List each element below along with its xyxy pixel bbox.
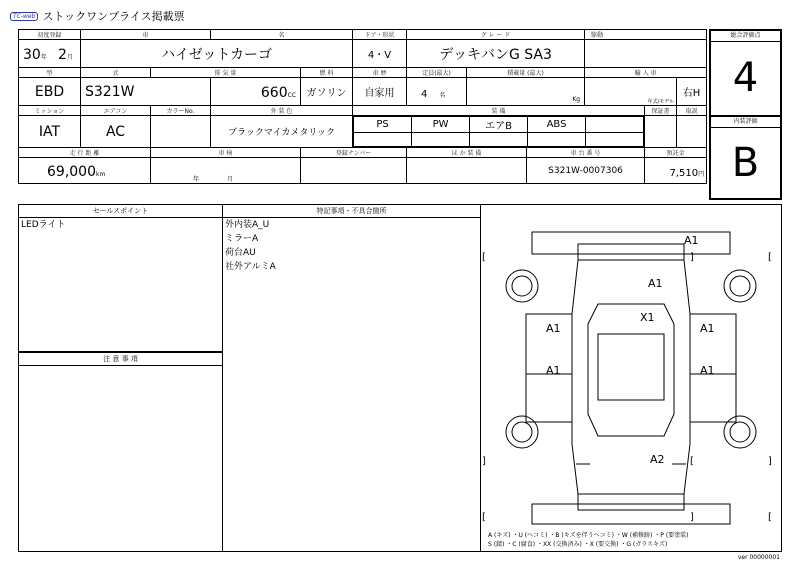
deposit: 7,510円 — [645, 158, 707, 184]
remark-line: 荷台AU — [225, 248, 256, 258]
remark-line: 外内装A_U — [225, 220, 270, 230]
registration-number — [301, 158, 407, 184]
bracket-mark: ] — [690, 512, 694, 523]
version-label: ver 00000001 — [737, 554, 780, 561]
fuel: ガソリン — [301, 78, 353, 106]
equipment-item — [586, 117, 644, 133]
label-aircon: エアコン — [81, 106, 151, 116]
label-model: 型 — [19, 68, 81, 78]
displacement: 660CC — [211, 78, 301, 106]
overall-score: 4 — [732, 55, 759, 101]
label-displacement: 排 気 量 — [151, 68, 301, 78]
label-chassis-number: 車 台 番 号 — [527, 148, 645, 158]
sales-point-label: セールスポイント — [19, 205, 222, 218]
damage-mark: X1 — [640, 311, 655, 324]
mission: IAT — [19, 116, 81, 148]
interior-score-box — [709, 115, 782, 200]
remark-line: ミラーA — [225, 234, 259, 244]
load: Kg — [467, 78, 585, 106]
sheet-title: ストックワンプライス掲載票 — [42, 10, 185, 23]
vehicle-diagram — [480, 204, 782, 552]
remarks-panel — [222, 204, 481, 552]
label-other-equipment: ほ か 装 備 — [407, 148, 527, 158]
manual — [677, 116, 707, 148]
interior-score-label: 内装評価 — [711, 117, 780, 128]
damage-mark: A1 — [546, 322, 561, 335]
bracket-mark: [ — [690, 456, 694, 467]
remark-line: 社外アルミA — [225, 262, 276, 272]
bracket-mark: ] — [690, 252, 694, 263]
equipment-cell — [353, 116, 645, 148]
remarks-label: 特記事項・不具合箇所 — [223, 205, 480, 218]
label-car: 車 — [81, 30, 211, 40]
bracket-mark: [ — [482, 252, 486, 263]
label-manual: 取説 — [677, 106, 707, 116]
steering: 右H — [677, 78, 707, 106]
history: 自家用 — [353, 78, 407, 106]
equipment-item: ABS — [528, 117, 586, 133]
label-import: 輸 入 車 — [585, 68, 707, 78]
label-deposit: 預託金 — [645, 148, 707, 158]
car-name: ハイゼットカーゴ — [81, 40, 353, 68]
label-registration-number: 登録ナンバー — [301, 148, 407, 158]
exterior-color: ブラックマイカメタリック — [211, 116, 353, 148]
legend-line: S (錆) ・C (腐食) ・XX (交換済み) ・X (要交換) ・G (ガラスキズ) — [488, 541, 668, 548]
damage-mark: A2 — [650, 453, 665, 466]
label-first-registration: 初度登録 — [19, 30, 81, 40]
damage-mark: A1 — [700, 364, 715, 377]
label-model-2: 式 — [81, 68, 151, 78]
sales-point-panel — [18, 204, 223, 352]
inspection: 年 月 — [151, 158, 301, 184]
label-exterior-color: 外 装 色 — [211, 106, 353, 116]
overall-score-label: 総合評価点 — [711, 31, 780, 42]
first-registration: 30年 2月 — [19, 40, 81, 68]
sales-point-text: LEDライト — [21, 220, 66, 230]
equipment-item: PS — [354, 117, 412, 133]
damage-mark: A1 — [684, 234, 699, 247]
tc-web-logo: TC-web — [10, 12, 38, 21]
aircon: AC — [81, 116, 151, 148]
damage-mark: A1 — [546, 364, 561, 377]
model-code: S321W — [81, 78, 211, 106]
bracket-mark: ] — [768, 456, 772, 467]
label-equipment: 装 備 — [353, 106, 645, 116]
equipment-item: PW — [412, 117, 470, 133]
capacity: 4 名 — [407, 78, 467, 106]
label-door-shape: ドア・形状 — [353, 30, 407, 40]
bracket-mark: [ — [768, 252, 772, 263]
label-inspection: 車 検 — [151, 148, 301, 158]
caution-panel — [18, 352, 223, 552]
overall-score-box — [709, 29, 782, 117]
drive — [585, 40, 707, 68]
legend-line: A (キズ) ・U (ヘコミ) ・B (キズを伴うヘコミ) ・W (補修跡) ・P (要塗装) — [488, 532, 689, 539]
door-shape: 4・V — [353, 40, 407, 68]
sheet-header — [10, 8, 185, 24]
bracket-mark: [ — [768, 512, 772, 523]
label-capacity: 定員(最大) — [407, 68, 467, 78]
label-drive: 駆動 — [585, 30, 707, 40]
bracket-mark: [ — [482, 512, 486, 523]
label-load: 積載量 (最大) — [467, 68, 585, 78]
other-equipment — [407, 158, 527, 184]
chassis-number: S321W-0007306 — [527, 158, 645, 184]
label-mission: ミッション — [19, 106, 81, 116]
warranty — [645, 116, 677, 148]
equipment-grid — [353, 116, 644, 147]
bracket-mark: ] — [482, 456, 486, 467]
equipment-item: エアB — [470, 117, 528, 133]
label-color-no: カラーNo. — [151, 106, 211, 116]
damage-mark: A1 — [648, 277, 663, 290]
caution-label: 注 意 事 項 — [19, 353, 222, 366]
label-history: 車 歴 — [353, 68, 407, 78]
damage-mark: A1 — [700, 322, 715, 335]
import-note: 年式/モデル — [585, 78, 677, 106]
label-fuel: 燃 料 — [301, 68, 353, 78]
color-no — [151, 116, 211, 148]
interior-score: B — [731, 140, 760, 186]
label-name: 名 — [211, 30, 353, 40]
label-warranty: 保証書 — [645, 106, 677, 116]
spec-table — [18, 29, 707, 184]
grade: デッキバンG SA3 — [407, 40, 585, 68]
label-grade: グ レ ー ド — [407, 30, 585, 40]
mileage: 69,000km — [19, 158, 151, 184]
model-prefix: EBD — [19, 78, 81, 106]
label-mileage: 走 行 距 離 — [19, 148, 151, 158]
